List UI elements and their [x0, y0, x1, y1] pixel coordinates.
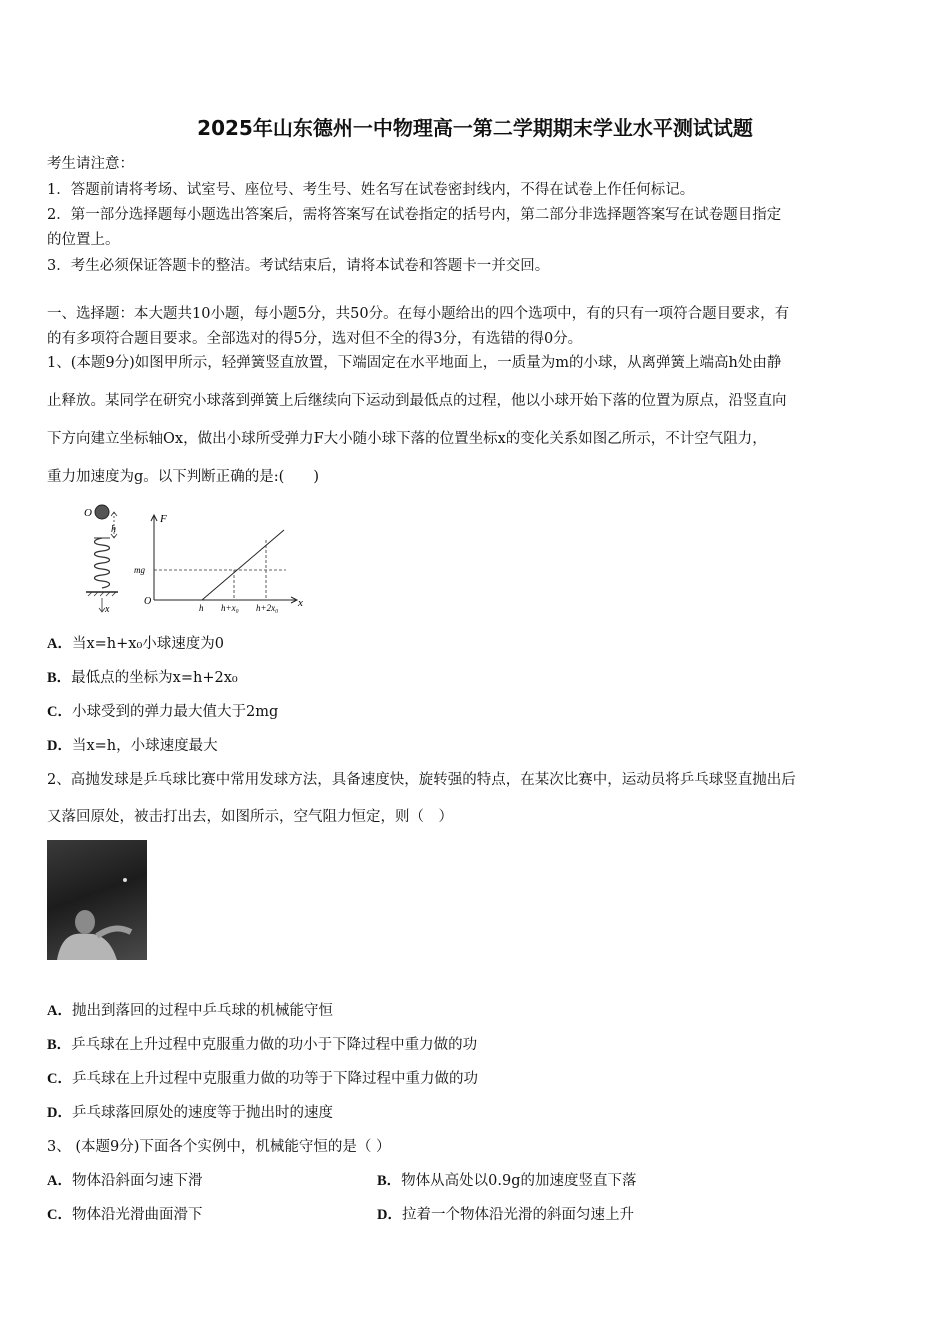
spring-axis-label: x: [105, 604, 110, 615]
q1-option-b: B．最低点的坐标为x=h+2x₀: [47, 670, 238, 686]
q3-option-c: C．物体沿光滑曲面滑下: [47, 1207, 203, 1223]
spring-origin-label: O: [84, 507, 92, 519]
q1-stem: 重力加速度为g。以下判断正确的是:( ): [47, 469, 319, 485]
graph-tick-h: h: [199, 603, 204, 613]
q3-stem: 3、 (本题9分)下面各个实例中，机械能守恒的是（ ）: [47, 1139, 391, 1155]
notice-item: 3．考生必须保证答题卡的整洁。考试结束后，请将本试卷和答题卡一并交回。: [47, 258, 550, 274]
graph-tick-h-x0: h+x₀: [221, 603, 239, 613]
q1-option-a: A．当x=h+x₀小球速度为0: [47, 636, 225, 652]
q2-stem: 2、高抛发球是乒乓球比赛中常用发球方法，具备速度快，旋转强的特点，在某次比赛中，运动员将乒乓球竖直抛出后: [47, 772, 796, 788]
notice-item: 1．答题前请将考场、试室号、座位号、考生号、姓名写在试卷密封线内，不得在试卷上作任何标记。: [47, 182, 695, 198]
section-instructions: 一、选择题：本大题共10小题，每小题5分，共50分。在每小题给出的四个选项中，有的只有一项符合题目要求，有: [47, 306, 790, 322]
q2-stem: 又落回原处，被击打出去，如图所示，空气阻力恒定，则（ ）: [47, 809, 453, 825]
q2-option-d: D．乒乓球落回原处的速度等于抛出时的速度: [47, 1105, 333, 1121]
q2-option-c: C．乒乓球在上升过程中克服重力做的功等于下降过程中重力做的功: [47, 1071, 478, 1087]
graph-origin-label: O: [144, 596, 152, 607]
spring-height-label: h: [111, 524, 116, 535]
graph-y-axis-label: F: [160, 513, 167, 525]
q1-figure: [78, 500, 310, 618]
notice-heading: 考生请注意：: [47, 156, 134, 172]
q3-option-a: A．物体沿斜面匀速下滑: [47, 1173, 203, 1189]
section-instructions: 的有多项符合题目要求。全部选对的得5分，选对但不全的得3分，有选错的得0分。: [47, 331, 583, 347]
graph-x-axis-label: x: [298, 597, 303, 609]
force-line: [202, 530, 284, 600]
notice-item: 的位置上。: [47, 232, 120, 248]
q1-stem: 止释放。某同学在研究小球落到弹簧上后继续向下运动到最低点的过程，他以小球开始下落的位置为原点，沿竖直向: [47, 393, 787, 409]
q1-stem: 下方向建立坐标轴Ox，做出小球所受弹力F大小随小球下落的位置坐标x的变化关系如图乙所示，不计空气阻力，: [47, 431, 767, 447]
table-tennis-photo: [47, 840, 147, 960]
page-title: 2025年山东德州一中物理高一第二学期期末学业水平测试试题: [197, 116, 753, 140]
q2-option-a: A．抛出到落回的过程中乒乓球的机械能守恒: [47, 1003, 333, 1019]
q1-stem: 1、(本题9分)如图甲所示，轻弹簧竖直放置，下端固定在水平地面上，一质量为m的小球，从离弹簧上端高h处由静: [47, 355, 782, 371]
q3-option-b: B．物体从高处以0.9g的加速度竖直下落: [377, 1173, 637, 1189]
notice-item: 2．第一部分选择题每小题选出答案后，需将答案写在试卷指定的括号内，第二部分非选择题答案写在试卷题目指定: [47, 207, 782, 223]
q1-option-d: D．当x=h，小球速度最大: [47, 738, 218, 754]
spring-icon: [95, 538, 110, 588]
ball-icon: [95, 505, 109, 519]
graph-tick-h-2x0: h+2x₀: [256, 603, 279, 613]
q1-option-c: C．小球受到的弹力最大值大于2mg: [47, 704, 279, 720]
graph-mg-label: mg: [134, 565, 145, 575]
q2-option-b: B．乒乓球在上升过程中克服重力做的功小于下降过程中重力做的功: [47, 1037, 478, 1053]
q3-option-d: D．拉着一个物体沿光滑的斜面匀速上升: [377, 1207, 634, 1223]
